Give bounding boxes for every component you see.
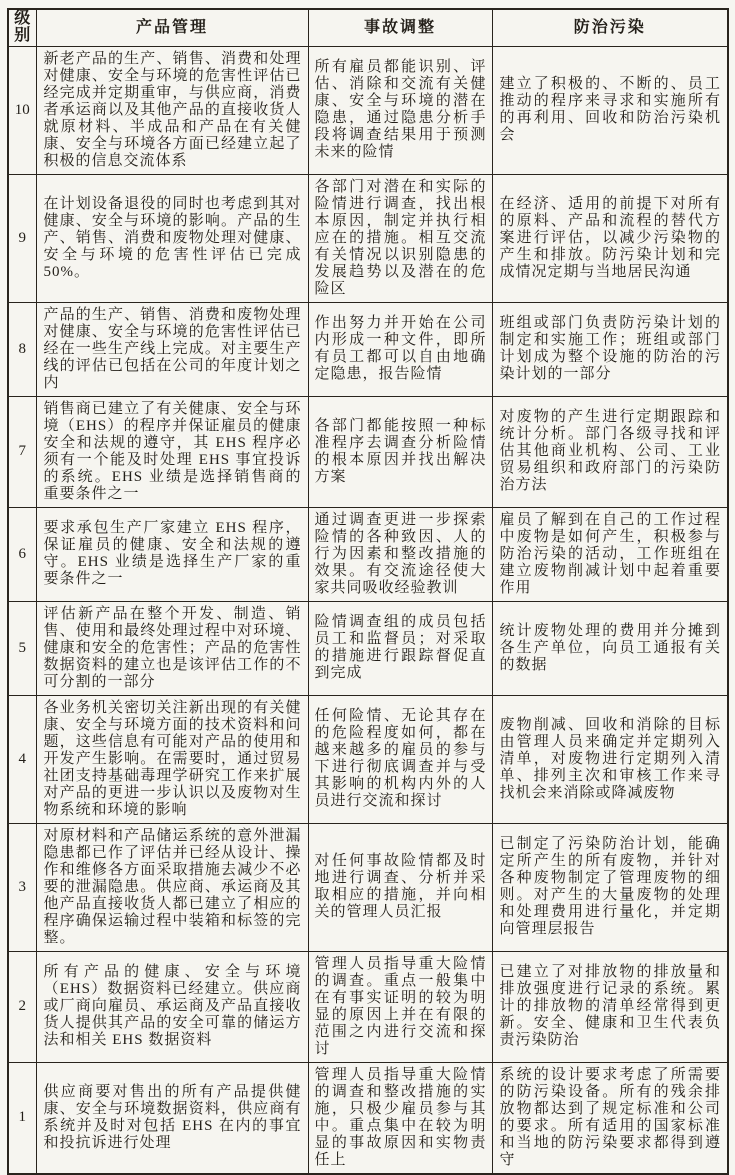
header-incident-adjustment: 事故调整 (308, 9, 492, 46)
product-cell: 对原材料和产品储运系统的意外泄漏隐患都已作了评估并已经从设计、操作和维修各方面采取措施去减少不必要的泄漏隐患。供应商、承运商及其他产品直接收货人都已建立了相应的程序确保运输过程中装箱和标签的完整。 (36, 823, 308, 951)
level-cell: 10 (8, 46, 36, 174)
table-row-level-9 (8, 174, 728, 302)
table-row-level-2 (8, 951, 728, 1062)
level-cell: 9 (8, 174, 36, 302)
product-cell: 销售商已建立了有关健康、安全与环境（EHS）的程序并保证雇员的健康安全和法规的遵守，其 EHS 程序必须有一个能及时处理 EHS 事宜投诉的系统。EHS 业绩是选择销售商的重要条件之一 (36, 396, 308, 507)
header-product-management: 产品管理 (36, 9, 308, 46)
product-cell: 所有产品的健康、安全与环境（EHS）数据资料已经建立。供应商或厂商向雇员、承运商及产品直接收货人提供其产品的安全可靠的储运方法和相关 EHS 数据资料 (36, 951, 308, 1062)
pollution-cell: 对废物的产生进行定期跟踪和统计分析。部门各级寻找和评估其他商业机构、公司、工业贸易组织和政府部门的污染防治方法 (492, 396, 728, 507)
level-cell: 3 (8, 823, 36, 951)
level-cell: 7 (8, 396, 36, 507)
level-cell: 1 (8, 1062, 36, 1174)
table-row-level-10 (8, 46, 728, 174)
table-row-level-4 (8, 695, 728, 823)
product-cell: 产品的生产、销售、消费和废物处理对健康、安全与环境的危害性评估已经在一些生产线上完成。对主要生产线的评估已包括在公司的年度计划之内 (36, 302, 308, 396)
table-row-level-5 (8, 601, 728, 695)
product-cell: 各业务机关密切关注新出现的有关健康、安全与环境方面的技术资料和问题，这些信息有可能对产品的使用和开发产生影响。在需要时，通过贸易社团支持基础毒理学研究工作来扩展对产品的更进一步认识以及废物对生物系统和环境的影响 (36, 695, 308, 823)
pollution-cell: 雇员了解到在自己的工作过程中废物是如何产生，积极参与防治污染的活动，工作班组在建立废物削减计划中起着重要作用 (492, 507, 728, 601)
incident-cell: 管理人员指导重大险情的调查。重点一般集中在有事实证明的较为明显的原因上并在有限的范围之内进行交流和探讨 (308, 951, 492, 1062)
header-pollution-prevention: 防治污染 (492, 9, 728, 46)
pollution-cell: 系统的设计要求考虑了所需要的防污染设备。所有的残余排放物都达到了规定标准和公司的要求。所有适用的国家标准和当地的防污染要求都得到遵守 (492, 1062, 728, 1174)
incident-cell: 通过调查更进一步探索险情的各种致因、人的行为因素和整改措施的效果。有交流途径使大家共同吸收经验教训 (308, 507, 492, 601)
level-cell: 5 (8, 601, 36, 695)
level-cell: 4 (8, 695, 36, 823)
ehs-maturity-rating-table (7, 8, 729, 1175)
header-level: 级别 (8, 9, 36, 46)
incident-cell: 对任何事故险情都及时地进行调查、分析并采取相应的措施，并向相关的管理人员汇报 (308, 823, 492, 951)
incident-cell: 作出努力并开始在公司内形成一种文件，即所有员工都可以自由地确定隐患，报告险情 (308, 302, 492, 396)
incident-cell: 任何险情、无论其存在的危险程度如何，都在越来越多的雇员的参与下进行彻底调查并与受其影响的机构内外的人员进行交流和探讨 (308, 695, 492, 823)
product-cell: 评估新产品在整个开发、制造、销售、使用和最终处理过程中对环境、健康和安全的危害性；产品的危害性数据资料的建立也是该评估工作的不可分割的一部分 (36, 601, 308, 695)
table-row-level-3 (8, 823, 728, 951)
pollution-cell: 统计废物处理的费用并分摊到各生产单位，向员工通报有关的数据 (492, 601, 728, 695)
table-row-level-7 (8, 396, 728, 507)
product-cell: 在计划设备退役的同时也考虑到其对健康、安全与环境的影响。产品的生产、销售、消费和废物处理对健康、安全与环境的危害性评估已完成 50%。 (36, 174, 308, 302)
incident-cell: 险情调查组的成员包括员工和监督员；对采取的措施进行跟踪督促直到完成 (308, 601, 492, 695)
incident-cell: 各部门都能按照一种标准程序去调查分析险情的根本原因并找出解决方案 (308, 396, 492, 507)
pollution-cell: 班组或部门负责防污染计划的制定和实施工作；班组或部门计划成为整个设施的防治的污染计划的一部分 (492, 302, 728, 396)
pollution-cell: 在经济、适用的前提下对所有的原料、产品和流程的替代方案进行评估，以减少污染物的产生和排放。防污染计划和完成情况定期与当地居民沟通 (492, 174, 728, 302)
level-cell: 2 (8, 951, 36, 1062)
incident-cell: 各部门对潜在和实际的险情进行调查，找出根本原因，制定并执行相应在的措施。相互交流有关情况以识别隐患的发展趋势以及潜在的危险区 (308, 174, 492, 302)
product-cell: 供应商要对售出的所有产品提供健康、安全与环境数据资料，供应商有系统并及时对包括 EHS 在内的事宜和投抗诉进行处理 (36, 1062, 308, 1174)
level-cell: 6 (8, 507, 36, 601)
table-row-level-8 (8, 302, 728, 396)
table-row-level-1 (8, 1062, 728, 1174)
pollution-cell: 建立了积极的、不断的、员工推动的程序来寻求和实施所有的再利用、回收和防治污染机会 (492, 46, 728, 174)
incident-cell: 管理人员指导重大险情的调查和整改措施的实施，只极少雇员参与其中。重点集中在较为明显的事故原因和实物责任上 (308, 1062, 492, 1174)
incident-cell: 所有雇员都能识别、评估、消除和交流有关健康、安全与环境的潜在隐患，通过隐患分析手段将调查结果用于预测未来的险情 (308, 46, 492, 174)
pollution-cell: 已制定了污染防治计划，能确定所产生的所有废物，并针对各种废物制定了管理废物的细则。对产生的大量废物的处理和处理费用进行量化，并定期向管理层报告 (492, 823, 728, 951)
product-cell: 新老产品的生产、销售、消费和处理对健康、安全与环境的危害性评估已经完成并定期重审，与供应商，消费者承运商以及其他产品的直接收货人就原材料、半成品和产品在有关健康、安全与环境各方面已经建立起了积极的信息交流体系 (36, 46, 308, 174)
pollution-cell: 废物削减、回收和消除的目标由管理人员来确定并定期列入清单，对废物进行定期列入清单、排列主次和审核工作来寻找机会来消除或降减废物 (492, 695, 728, 823)
table-header-row (8, 9, 728, 46)
product-cell: 要求承包生产厂家建立 EHS 程序，保证雇员的健康、安全和法规的遵守。EHS 业绩是选择生产厂家的重要条件之一 (36, 507, 308, 601)
pollution-cell: 已建立了对排放物的排放量和排放强度进行记录的系统。累计的排放物的清单经常得到更新。安全、健康和卫生代表负责污染防治 (492, 951, 728, 1062)
table-row-level-6 (8, 507, 728, 601)
level-cell: 8 (8, 302, 36, 396)
